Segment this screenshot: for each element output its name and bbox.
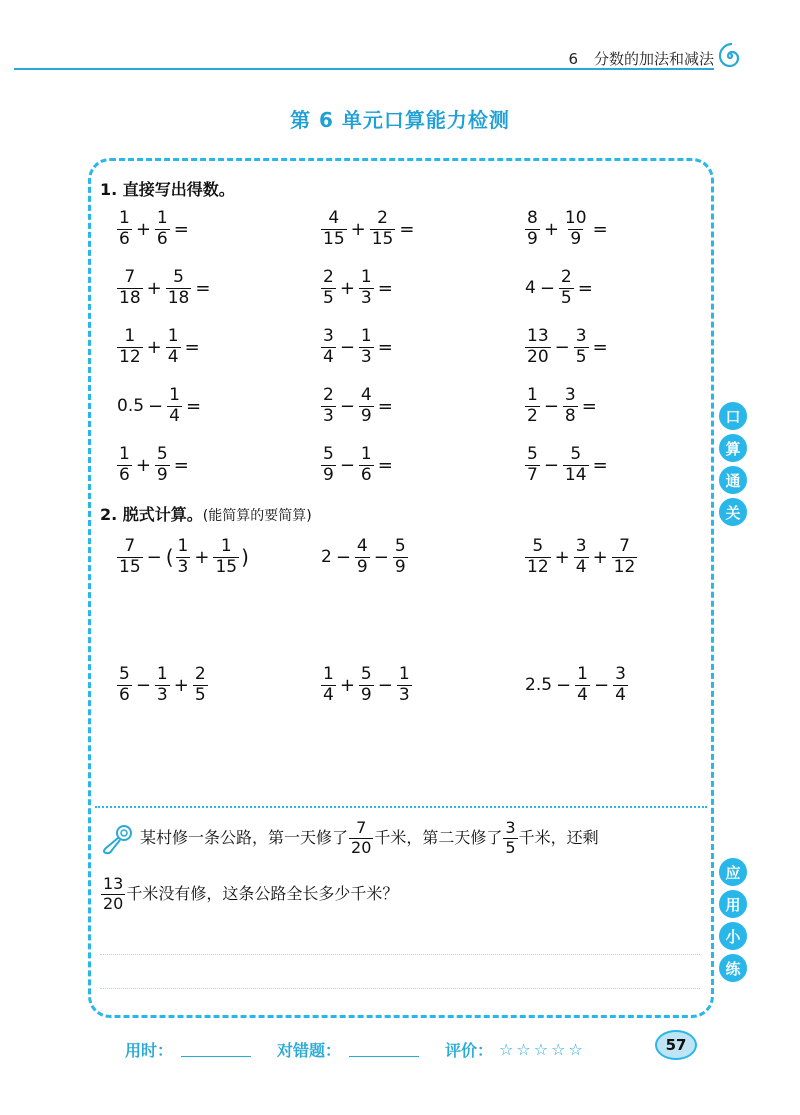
page-title: 第 6 单元口算能力检测: [290, 108, 510, 132]
exercise: $\frac{5}{12}$ + $\frac{3}{4}$ + $\frac{7}{12}$: [527, 536, 636, 577]
exercise: $\frac{2}{3}$ − $\frac{4}{9}$ =: [323, 385, 393, 426]
frac-denominator: 20: [103, 893, 124, 913]
exercise: $\frac{5}{7}$ − $\frac{5}{14}$ =: [527, 444, 608, 485]
frac-numerator: 3: [505, 818, 516, 837]
exercise: $\frac{13}{20}$ − $\frac{3}{5}$ =: [527, 326, 608, 367]
side-tab-guan: 关: [719, 498, 747, 526]
chapter-title: 分数的加法和减法: [593, 50, 714, 68]
magnifier-icon: [98, 822, 136, 856]
problem-line-2: [100, 876, 398, 913]
rating-label: 评价：: [445, 1041, 494, 1060]
exercise: 4 − $\frac{2}{5}$ =: [525, 267, 593, 308]
side-tab-kou: 口: [719, 402, 747, 430]
problem-text: 千米没有修，这条公路全长多少千米？: [126, 884, 399, 904]
exercise: $\frac{8}{9}$ + $\frac{10}{9}$ =: [527, 208, 608, 249]
exercise: $\frac{7}{15}$ − ( $\frac{1}{3}$ + $\frac{1}{15}$ ): [119, 536, 249, 577]
time-label: 用时：: [125, 1041, 174, 1060]
answer-line: [100, 988, 700, 989]
exercise: $\frac{2}{5}$ + $\frac{1}{3}$ =: [323, 267, 393, 308]
problem-line-1: [140, 820, 599, 857]
section-1-heading: 1. 直接写出得数。: [100, 180, 235, 199]
side-tab-ying: 应: [719, 858, 747, 886]
exercise: 2 − $\frac{4}{9}$ − $\frac{5}{9}$: [321, 536, 406, 577]
rating-stars[interactable]: ☆☆☆☆☆: [499, 1040, 586, 1059]
frac-denominator: 5: [505, 837, 516, 857]
answer-line: [100, 954, 700, 955]
exercise: $\frac{4}{15}$ + $\frac{2}{15}$ =: [323, 208, 415, 249]
problem-text: 千米，第二天修了: [374, 828, 503, 848]
exercise: 2.5 − $\frac{1}{4}$ − $\frac{3}{4}$: [525, 664, 626, 705]
header-rule: [14, 68, 714, 70]
correct-blank[interactable]: [349, 1042, 419, 1057]
correct-label: 对错题：: [277, 1041, 342, 1060]
exercise: $\frac{7}{18}$ + $\frac{5}{18}$ =: [119, 267, 211, 308]
frac-denominator: 20: [351, 837, 372, 857]
footer: [125, 1038, 586, 1061]
section-2-note: (能简算的要简算): [202, 508, 312, 524]
exercise: $\frac{1}{4}$ + $\frac{5}{9}$ − $\frac{1}{3}$: [323, 664, 410, 705]
side-tab-suan: 算: [719, 434, 747, 462]
exercise: $\frac{1}{2}$ − $\frac{3}{8}$ =: [527, 385, 597, 426]
side-tab-yong: 用: [719, 890, 747, 918]
frac-numerator: 7: [356, 818, 367, 837]
frac-numerator: 13: [103, 874, 124, 893]
exercise: $\frac{1}{6}$ + $\frac{1}{6}$ =: [119, 208, 189, 249]
exercise: $\frac{1}{6}$ + $\frac{5}{9}$ =: [119, 444, 189, 485]
word-problem: [140, 820, 599, 857]
chapter-header: [568, 48, 714, 69]
time-blank[interactable]: [181, 1042, 251, 1057]
exercise: $\frac{3}{4}$ − $\frac{1}{3}$ =: [323, 326, 393, 367]
exercise: $\frac{1}{12}$ + $\frac{1}{4}$ =: [119, 326, 200, 367]
exercise: $\frac{5}{6}$ − $\frac{1}{3}$ + $\frac{2}{5}$: [119, 664, 206, 705]
exercise: 0.5 − $\frac{1}{4}$ =: [117, 385, 202, 426]
page-number: 57: [655, 1030, 697, 1060]
section-2-title: 2. 脱式计算。: [100, 505, 203, 524]
spiral-icon: [714, 40, 746, 72]
side-tab-lian: 练: [719, 954, 747, 982]
problem-text: 某村修一条公路，第一天修了: [140, 828, 349, 848]
side-tab-tong: 通: [719, 466, 747, 494]
problem-text: 千米，还剩: [518, 828, 599, 848]
word-problem-cont: [100, 876, 398, 913]
section-separator: [95, 806, 707, 808]
side-tab-xiao: 小: [719, 922, 747, 950]
exercise: $\frac{5}{9}$ − $\frac{1}{6}$ =: [323, 444, 393, 485]
section-2-heading: [100, 502, 312, 525]
chapter-number: 6: [568, 50, 578, 68]
